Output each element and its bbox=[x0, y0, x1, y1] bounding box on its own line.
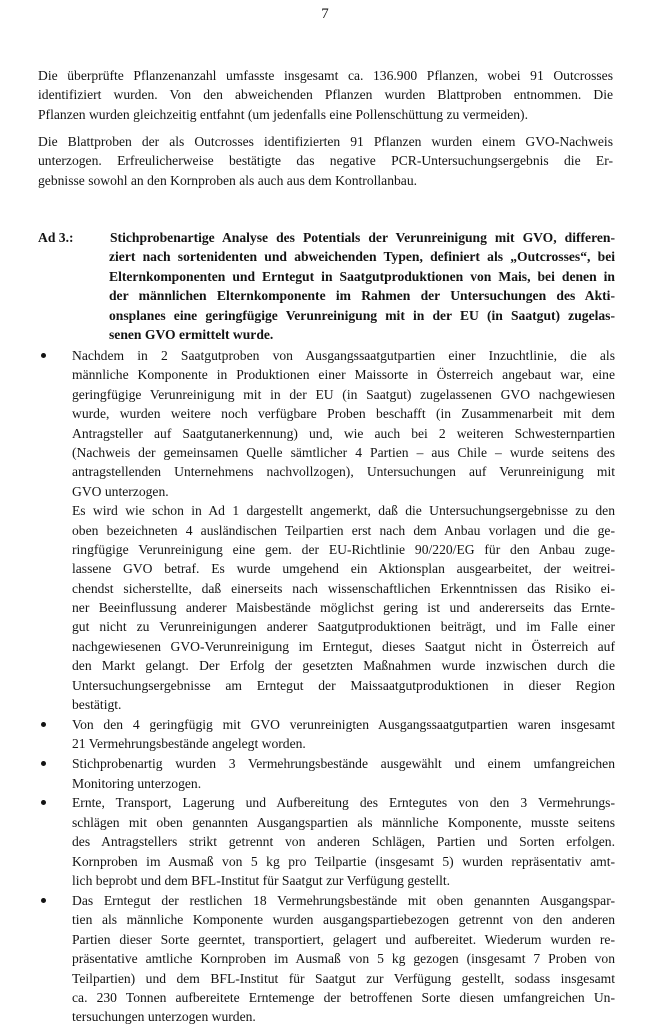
heading-line: onsplanes eine geringfügige Verunreinigung mit in der EU (in Saatgut) zugelas- bbox=[109, 307, 615, 323]
bullet-item bbox=[38, 754, 615, 793]
bullet-text-line: geringfügige Verunreinigung mit in der EU (in Saatgut) zugelassenen GVO nachgewiesen bbox=[72, 386, 615, 402]
bullet-text-line: (Nachweis der gemeinsamen Quelle sämtlicher 4 Partien – aus Chile – wurde seitens des bbox=[72, 444, 615, 460]
bullet-text-line: GVO unterzogen. bbox=[72, 483, 169, 499]
text-line: unterzogen. Erfreulicherweise bestätigte das negative PCR-Untersuchungsergebnis die Er- bbox=[38, 153, 613, 169]
heading-line: senen GVO ermittelt wurde. bbox=[109, 326, 274, 342]
text-line: gebnisse sowohl an den Kornproben als auch aus dem Kontrollanbau. bbox=[38, 172, 418, 188]
bullet-dot-icon bbox=[41, 353, 46, 358]
bullet-dot-icon bbox=[41, 761, 46, 766]
bullet-list bbox=[38, 346, 615, 1027]
bullet-text-line: Nachdem in 2 Saatgutproben von Ausgangssaatgutpartien einer Inzuchtlinie, die als bbox=[72, 348, 615, 363]
bullet-item bbox=[38, 793, 615, 890]
bullet-item bbox=[38, 346, 615, 714]
bullet-text-line: ca. 230 Tonnen aufbereitete Erntemenge der betroffenen Sorte diesen umfangreichen Un- bbox=[72, 989, 615, 1005]
heading-line: Stichprobenartige Analyse des Potentials der Verunreinigung mit GVO, differen- bbox=[110, 230, 615, 245]
bullet-text-line: Es wird wie schon in Ad 1 dargestellt angemerkt, daß die Untersuchungsergebnisse zu den bbox=[72, 503, 615, 519]
bullet-text-line: Das Erntegut der restlichen 18 Vermehrungsbestände mit oben genannten Ausgangspar- bbox=[72, 892, 615, 908]
bullet-text-line: tien als männliche Komponente wurden ausgangspartiebezogen getrennt von den anderen bbox=[72, 912, 615, 928]
text-line: Die überprüfte Pflanzenanzahl umfasste insgesamt ca. 136.900 Pflanzen, wobei 91 Outcrosses bbox=[38, 68, 613, 83]
heading-line: Elternkomponenten und Erntegut in Saatgutproduktionen von Mais, bei denen in bbox=[109, 268, 615, 284]
bullet-text-line: Partien dieser Sorte geerntet, transportiert, gelagert und aufbereitet. Wiederum wurden re- bbox=[72, 931, 615, 947]
heading-line: ziert nach sortenidenten und abweichenden Typen, definiert als „Outcrosses“, bei bbox=[109, 249, 615, 265]
bullet-dot-icon bbox=[41, 800, 46, 805]
bullet-dot-icon bbox=[41, 722, 46, 727]
bullet-text-line: lassene GVO betraf. Es wurde umgehend ein Aktionsplan ausgearbeitet, der weitrei- bbox=[72, 561, 615, 577]
text-line: identifiziert wurden. Von den abweichenden Pflanzen wurden Blattproben entnommen. Die bbox=[38, 87, 613, 103]
bullet-text-line: schlägen mit oben genannten Ausgangspartien als männliche Komponente, musste seitens bbox=[72, 814, 615, 830]
paragraph-leaf-samples bbox=[38, 132, 613, 190]
text-line: Pflanzen wurden gleichzeitig entfahnt (um jedenfalls eine Pollenschüttung zu vermeiden). bbox=[38, 106, 528, 122]
bullet-text-line: des Antragstellers strikt getrennt von anderen Schlägen, Partien und Sorten erfolgen. bbox=[72, 834, 615, 850]
bullet-text-line: nachgewiesenen GVO-Verunreinigung im Erntegut, dieses Saatgut nicht in Österreich auf bbox=[72, 638, 615, 654]
bullet-text-line: präsentative amtliche Kornproben im Ausmaß von 5 kg gezogen (insgesamt 7 Proben von bbox=[72, 951, 615, 967]
heading-line: der männlichen Elternkomponente im Rahmen der Untersuchungen des Akti- bbox=[109, 288, 615, 304]
section-heading-ad3 bbox=[38, 228, 615, 344]
bullet-text-line: ringfügige Verunreinigung eine gem. der EU-Richtlinie 90/220/EG für den Anbau zuge- bbox=[72, 541, 615, 557]
bullet-text-line: antragstellenden Unternehmens nachvollzogen), Untersuchungen auf Verunreinigung mit bbox=[72, 464, 615, 480]
bullet-text-line: ner Beeinflussung anderer Maisbestände möglichst gering ist und andererseits das Ernte- bbox=[72, 600, 615, 616]
bullet-item bbox=[38, 715, 615, 754]
bullet-text-line: lich beprobt und dem BFL-Institut für Saatgut zur Verfügung gestellt. bbox=[72, 873, 451, 889]
bullet-text-line: Kornproben im Ausmaß von 5 kg pro Teilpartie (insgesamt 5) wurden repräsentativ amt- bbox=[72, 853, 615, 869]
bullet-text-line: Untersuchungsergebnisse am Erntegut der Maissaatgutproduktionen in dieser Region bbox=[72, 677, 615, 693]
bullet-text-line: bestätigt. bbox=[72, 697, 122, 713]
paragraph-plant-count bbox=[38, 66, 613, 124]
section-number: Ad 3.: bbox=[38, 230, 74, 245]
bullet-text-line: Teilpartien) und dem BFL-Institut für Saatgut zur Verfügung gestellt, sodass insgesamt bbox=[72, 970, 615, 986]
bullet-text-line: Ernte, Transport, Lagerung und Aufbereitung des Erntegutes von den 3 Vermehrungs- bbox=[72, 795, 615, 811]
page-number: 7 bbox=[321, 6, 329, 22]
bullet-text-line: Antragsteller auf Saatgutanerkennung) und, wie auch bei 2 weiteren Schwesternpartien bbox=[72, 425, 615, 441]
bullet-text-line: oben bezeichneten 4 ausländischen Teilpartien erst nach dem Anbau vorlagen und die ge- bbox=[72, 522, 615, 538]
bullet-text-line: männliche Komponente in Produktionen einer Maissorte in Österreich angebaut war, eine bbox=[72, 367, 615, 383]
bullet-text-line: chendst sicherstellte, daß einerseits nach wissenschaftlichen Erkenntnissen das Risiko ei- bbox=[72, 580, 615, 596]
bullet-dot-icon bbox=[41, 898, 46, 903]
bullet-text-line: Monitoring unterzogen. bbox=[72, 775, 202, 791]
bullet-item bbox=[38, 891, 615, 1027]
bullet-text-line: Stichprobenartig wurden 3 Vermehrungsbestände ausgewählt und einem umfangreichen bbox=[72, 756, 615, 772]
bullet-text-line: Von den 4 geringfügig mit GVO verunreinigten Ausgangssaatgutpartien waren insgesamt bbox=[72, 716, 615, 732]
bullet-text-line: gut nicht zu Verunreinigungen anderer Saatgutproduktionen beiträgt, und im Falle einer bbox=[72, 619, 615, 635]
bullet-text-line: wurde, wurden weitere noch verfügbare Proben beschafft (in Zusammenarbeit mit dem bbox=[72, 406, 615, 422]
bullet-text-line: den Markt gelangt. Der Erfolg der gesetzten Maßnahmen wurde inzwischen durch die bbox=[72, 658, 615, 674]
text-line: Die Blattproben der als Outcrosses identifizierten 91 Pflanzen wurden einem GVO-Nachweis bbox=[38, 134, 613, 149]
bullet-text-line: 21 Vermehrungsbestände angelegt worden. bbox=[72, 736, 306, 752]
bullet-text-line: tersuchungen unterzogen wurden. bbox=[72, 1009, 256, 1025]
